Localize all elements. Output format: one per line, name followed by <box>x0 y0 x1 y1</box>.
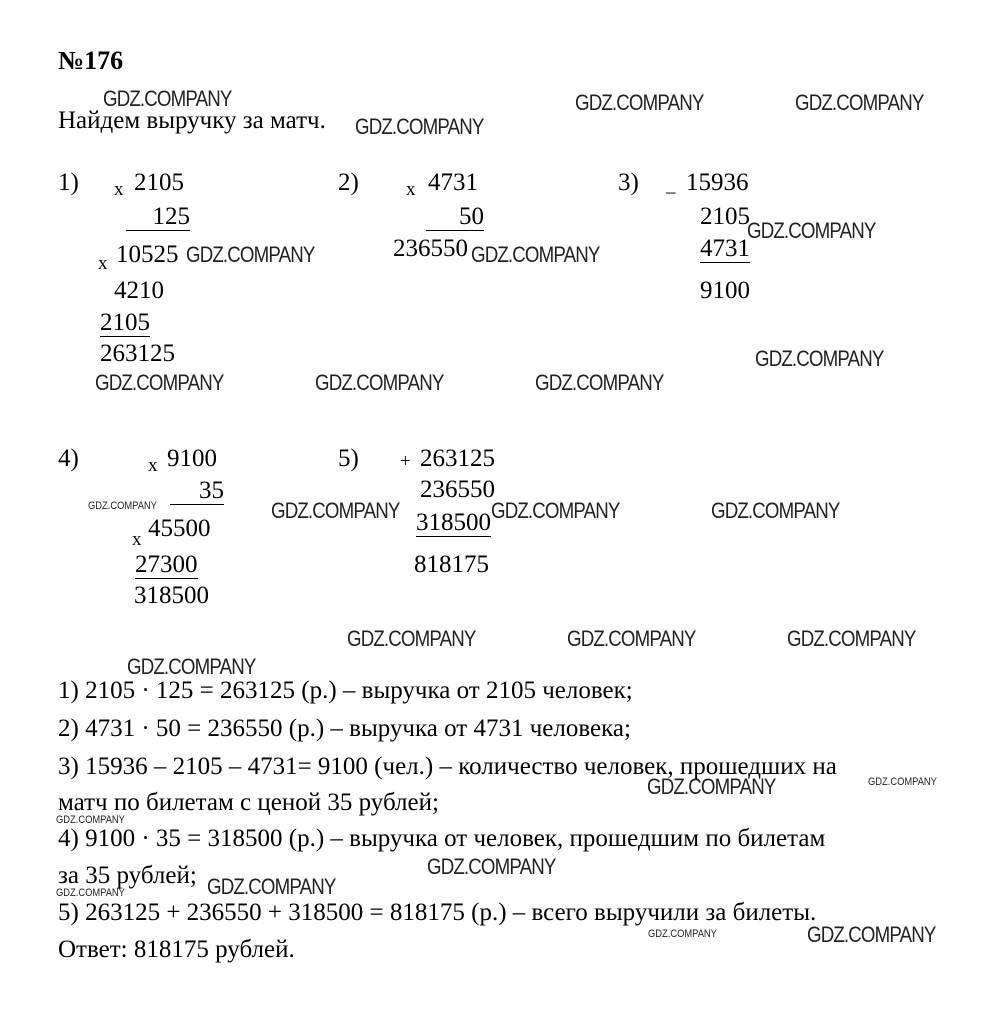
partial-product: 4210 <box>114 277 164 304</box>
solution-line-4: 4) 9100 · 35 = 318500 (р.) – выручка от человек, прошедшим по билетам <box>58 825 826 852</box>
step-label: 3) <box>618 169 639 196</box>
multiplicand: 4731 <box>428 169 478 196</box>
solution-line-2: 2) 4731 · 50 = 236550 (р.) – выручка от 4731 человека; <box>58 715 631 742</box>
watermark-text: GDZ.COMPANY <box>315 370 444 395</box>
watermark-text: GDZ.COMPANY <box>795 90 924 115</box>
sum-result: 818175 <box>414 551 489 578</box>
watermark-text: GDZ.COMPANY <box>868 776 937 788</box>
watermark-text: GDZ.COMPANY <box>535 370 664 395</box>
addend: 263125 <box>420 445 495 472</box>
multiply-sign: x <box>406 179 416 200</box>
watermark-text: GDZ.COMPANY <box>103 86 232 111</box>
multiplier: 125 <box>126 204 190 231</box>
multiply-sign: x <box>98 253 108 274</box>
watermark-text: GDZ.COMPANY <box>95 370 224 395</box>
partial-product: 45500 <box>148 515 211 542</box>
watermark-text: GDZ.COMPANY <box>747 218 876 243</box>
multiplier: 35 <box>170 478 224 505</box>
step-label: 1) <box>58 169 79 196</box>
multiply-sign: x <box>114 179 124 200</box>
addend: 318500 <box>416 509 491 536</box>
watermark-text: GDZ.COMPANY <box>355 114 484 139</box>
subtrahend: 2105 <box>700 203 750 230</box>
watermark-text: GDZ.COMPANY <box>127 654 256 679</box>
partial-product: 2105 <box>100 309 150 336</box>
watermark-text: GDZ.COMPANY <box>56 814 125 826</box>
solution-line-4-cont: за 35 рублей; <box>58 862 197 889</box>
addend: 236550 <box>420 476 495 503</box>
partial-product: 27300 <box>135 551 198 578</box>
watermark-text: GDZ.COMPANY <box>471 242 600 267</box>
partial-product: 10525 <box>116 241 179 268</box>
watermark-text: GDZ.COMPANY <box>207 874 336 899</box>
watermark-text: GDZ.COMPANY <box>647 774 776 799</box>
watermark-text: GDZ.COMPANY <box>56 887 125 899</box>
multiply-sign: x <box>132 529 142 550</box>
minus-sign: _ <box>666 175 676 196</box>
watermark-text: GDZ.COMPANY <box>347 626 476 651</box>
watermark-text: GDZ.COMPANY <box>807 922 936 947</box>
step-label: 2) <box>338 169 359 196</box>
solution-line-3: 3) 15936 – 2105 – 4731= 9100 (чел.) – количество человек, прошедших на <box>58 753 837 780</box>
watermark-text: GDZ.COMPANY <box>186 242 315 267</box>
watermark-text: GDZ.COMPANY <box>575 90 704 115</box>
watermark-text: GDZ.COMPANY <box>427 854 556 879</box>
watermark-text: GDZ.COMPANY <box>567 626 696 651</box>
solution-line-1: 1) 2105 · 125 = 263125 (р.) – выручка от 2105 человек; <box>58 677 633 704</box>
subtrahend: 4731 <box>700 235 750 262</box>
solution-line-5: 5) 263125 + 236550 + 318500 = 818175 (р.) – всего выручили за билеты. <box>58 899 817 926</box>
minuend: 15936 <box>686 169 749 196</box>
watermark-text: GDZ.COMPANY <box>271 498 400 523</box>
product-result: 236550 <box>393 235 468 262</box>
watermark-text: GDZ.COMPANY <box>648 928 717 940</box>
multiply-sign: x <box>148 455 158 476</box>
product-result: 318500 <box>134 582 209 609</box>
multiplier: 50 <box>426 204 484 231</box>
plus-sign: + <box>400 451 411 472</box>
watermark-text: GDZ.COMPANY <box>755 346 884 371</box>
step-label: 4) <box>58 445 79 472</box>
watermark-text: GDZ.COMPANY <box>787 626 916 651</box>
solution-line-3-cont: матч по билетам с ценой 35 рублей; <box>58 789 439 816</box>
watermark-text: GDZ.COMPANY <box>711 498 840 523</box>
step-label: 5) <box>338 445 359 472</box>
multiplicand: 2105 <box>134 169 184 196</box>
problem-intro: Найдем выручку за матч. <box>58 107 326 134</box>
multiplicand: 9100 <box>167 445 217 472</box>
watermark-text: GDZ.COMPANY <box>491 498 620 523</box>
problem-number: №176 <box>58 46 124 75</box>
difference-result: 9100 <box>700 277 750 304</box>
watermark-text: GDZ.COMPANY <box>88 500 157 512</box>
product-result: 263125 <box>100 340 175 367</box>
answer-line: Ответ: 818175 рублей. <box>58 936 295 963</box>
